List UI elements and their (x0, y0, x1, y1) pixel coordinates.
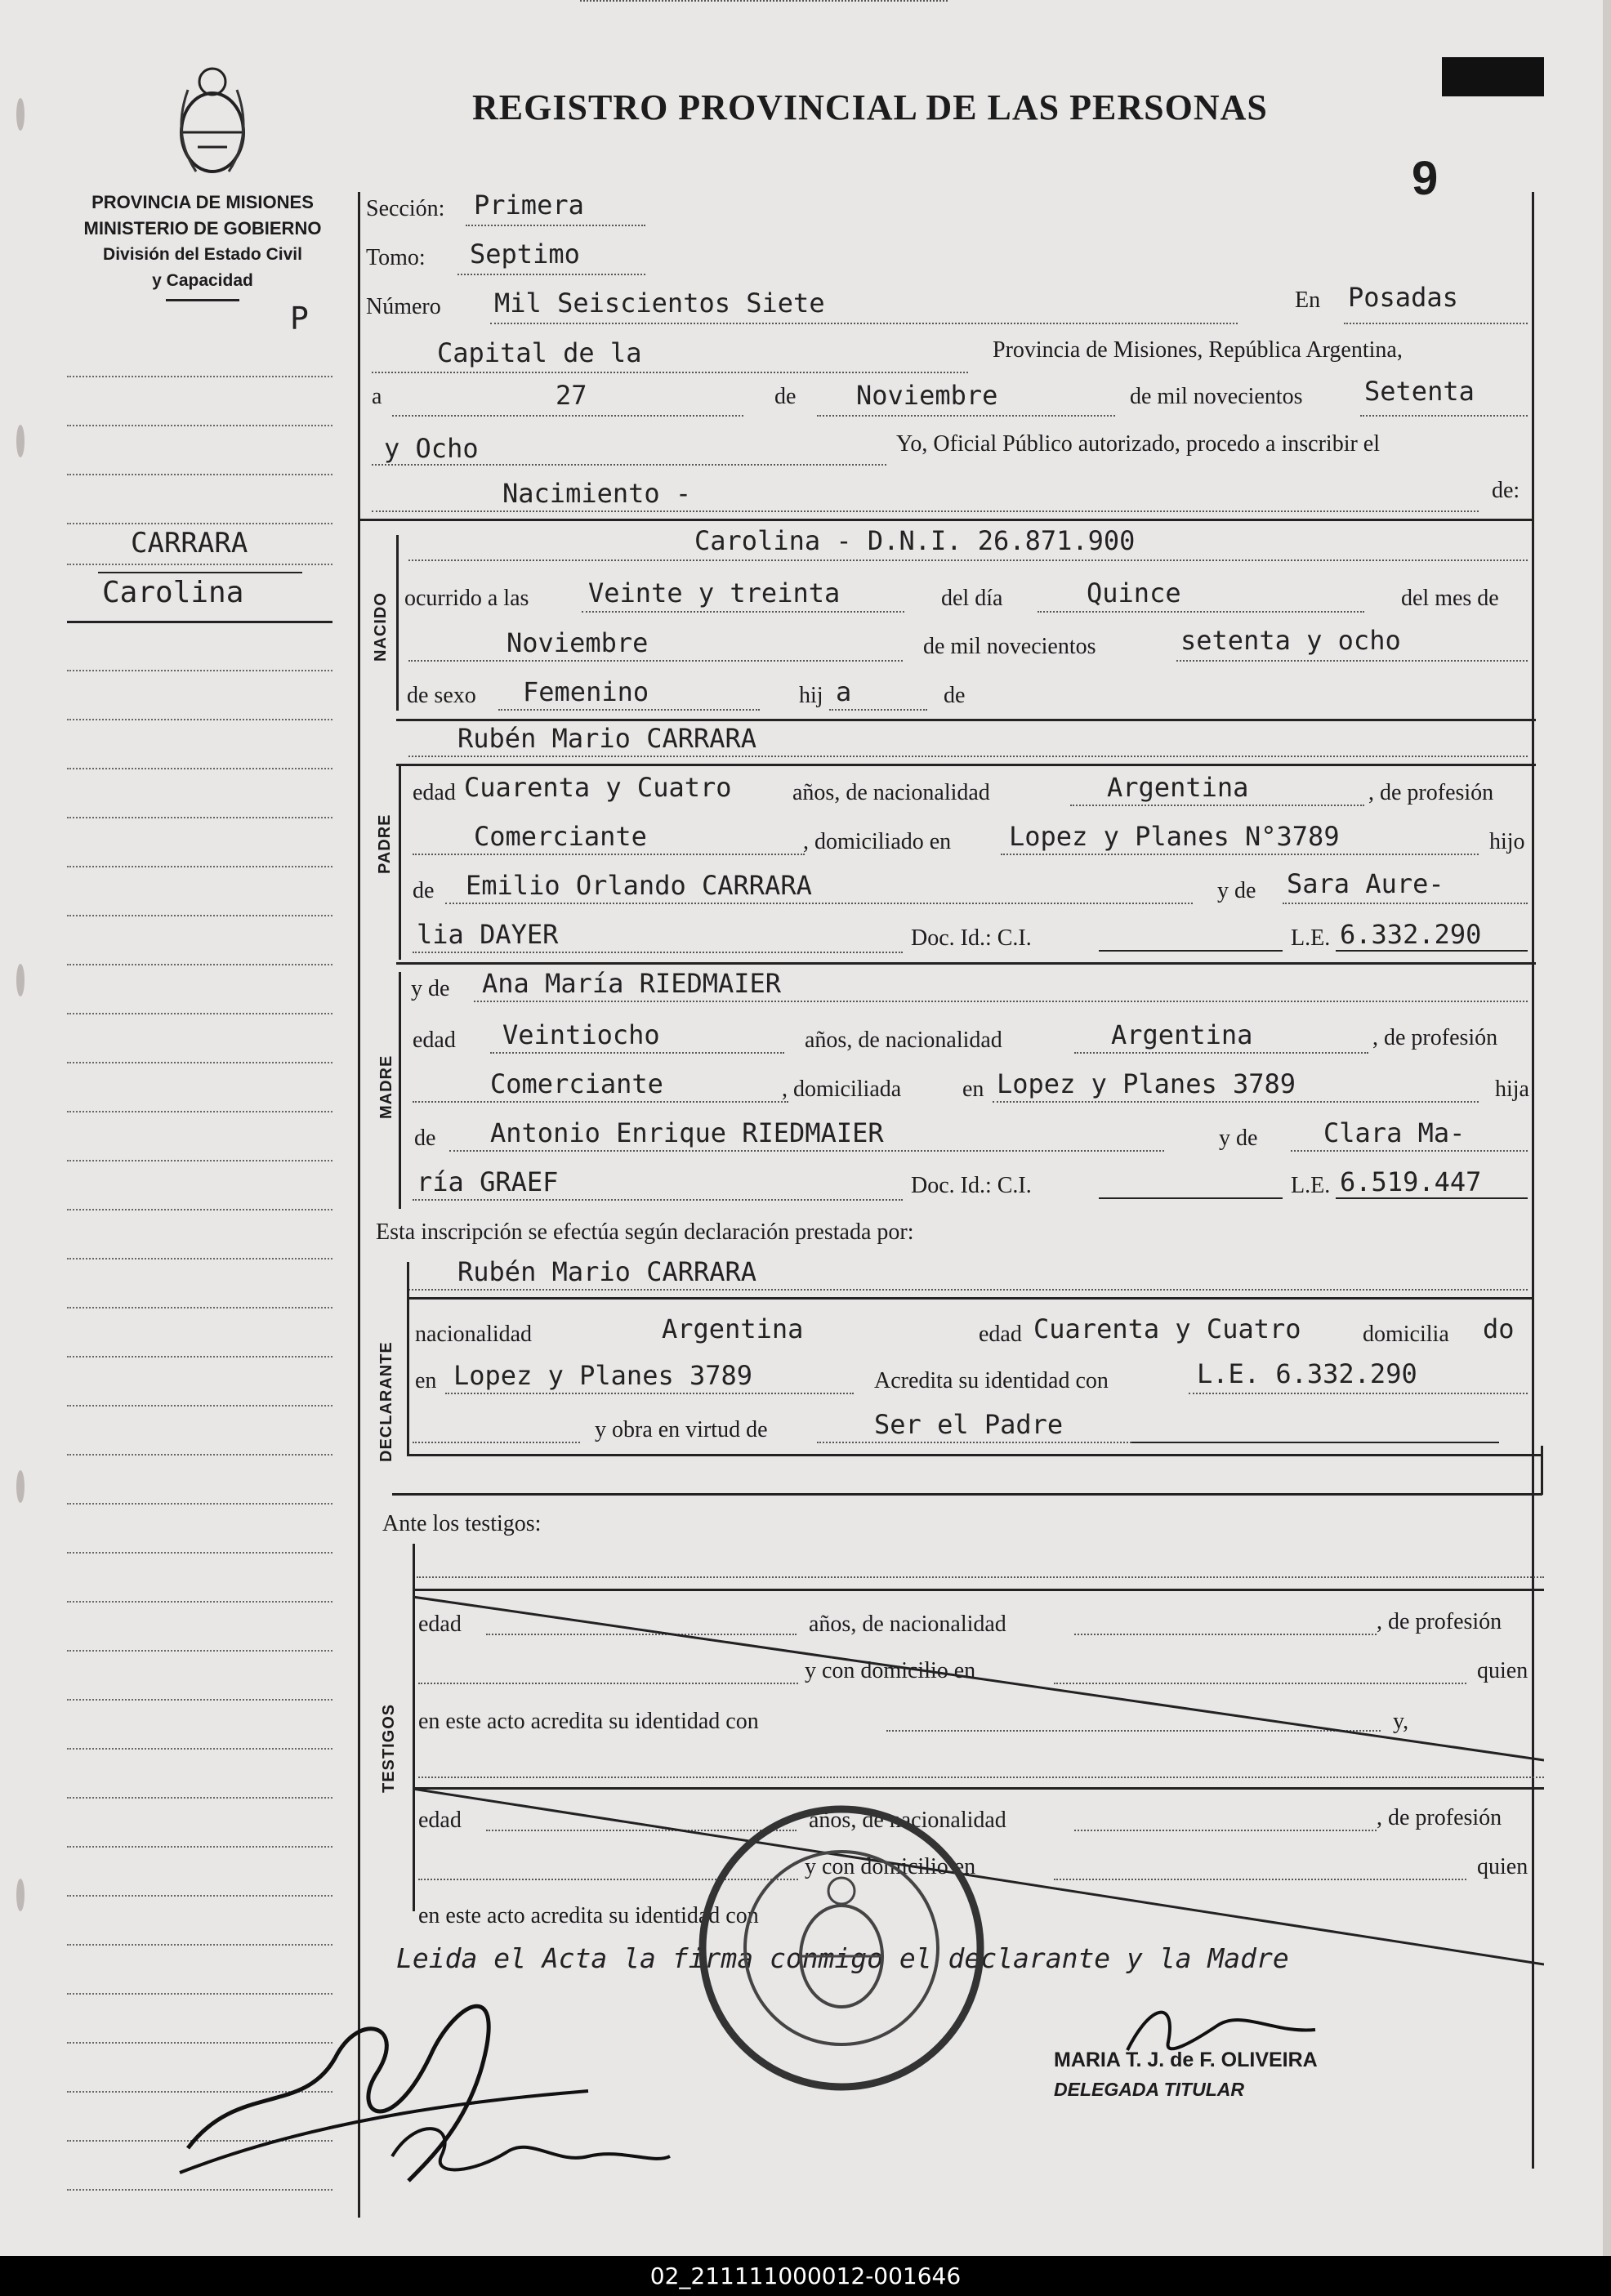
madre-le-label: L.E. (1291, 1173, 1331, 1198)
del-dia-label: del día (941, 586, 1003, 611)
madre-dom-value: Lopez y Planes 3789 (997, 1068, 1296, 1099)
testigo2-dom-label: y con domicilio en (805, 1854, 976, 1879)
official-name: MARIA T. J. de F. OLIVEIRA (1054, 2049, 1318, 2071)
org-province: PROVINCIA DE MISIONES (91, 192, 314, 212)
decl-dom-suffix-value: do (1483, 1313, 1515, 1344)
testigo1-quien-label: quien (1477, 1658, 1528, 1683)
ocurrido-label: ocurrido a las (404, 586, 529, 611)
madre-le-value: 6.519.447 (1340, 1166, 1482, 1197)
seccion-value: Primera (474, 189, 584, 221)
padre-dom-value: Lopez y Planes N°3789 (1009, 821, 1340, 852)
padre-docid-label: Doc. Id.: C.I. (911, 925, 1032, 951)
side-label-testigos: TESTIGOS (380, 1703, 398, 1793)
side-label-madre: MADRE (377, 1054, 395, 1119)
padre-le-label: L.E. (1291, 925, 1331, 951)
padre-yde-label: y de (1217, 878, 1256, 903)
de-mil-nac-label: de mil novecientos (923, 634, 1096, 659)
register-title: REGISTRO PROVINCIAL DE LAS PERSONAS (472, 87, 1268, 127)
page-number: 9 (1412, 152, 1439, 205)
decl-nombre-value: Rubén Mario CARRARA (457, 1256, 757, 1287)
en-label: En (1295, 288, 1321, 313)
official-stamp-icon (694, 1801, 988, 2095)
inscripcion-label: Esta inscripción se efectúa según declaración prestada por: (376, 1219, 914, 1245)
decl-virtud-value: Ser el Padre (874, 1409, 1064, 1440)
decl-en-label: en (415, 1368, 437, 1393)
frame-divider (358, 192, 360, 2218)
padre-edad-value: Cuarenta y Cuatro (464, 772, 732, 803)
testigo1-prof-label: , de profesión (1377, 1609, 1502, 1634)
madre-yde-2-label: y de (1219, 1126, 1258, 1151)
madre-edad-value: Veintiocho (502, 1019, 660, 1050)
hora-value: Veinte y treinta (588, 577, 841, 609)
decl-edad-label: edad (979, 1322, 1022, 1347)
decl-acredita-label: Acredita su identidad con (874, 1368, 1109, 1393)
org-division: División del Estado Civil (103, 245, 302, 264)
padre-de-label: de (413, 878, 435, 903)
capital-value: Capital de la (437, 337, 642, 368)
hij-label: hij (799, 683, 823, 708)
numero-label: Número (366, 294, 441, 319)
side-label-padre: PADRE (376, 814, 394, 874)
testigo2-acredita-label: en este acto acredita su identidad con (418, 1903, 759, 1928)
madre-nombre-value: Ana María RIEDMAIER (482, 968, 782, 999)
provincia-label: Provincia de Misiones, República Argentina, (993, 337, 1403, 363)
madre-prof-label: , de profesión (1372, 1025, 1498, 1050)
issuing-authority (64, 189, 341, 301)
oficial-label: Yo, Oficial Público autorizado, procedo a inscribir el (896, 431, 1381, 457)
padre-hijo-label: hijo (1489, 829, 1525, 854)
decl-nac-value: Argentina (662, 1313, 804, 1344)
a-label: a (372, 384, 382, 409)
testigo1-anos-label: años, de nacionalidad (809, 1612, 1006, 1637)
de-label: de (774, 384, 797, 409)
sexo-value: Femenino (523, 676, 649, 707)
child-name-value: Carolina - D.N.I. 26.871.900 (694, 525, 1136, 556)
redaction-block (1442, 57, 1544, 96)
mes-value: Noviembre (856, 380, 998, 411)
org-capacity: y Capacidad (152, 271, 253, 290)
de-colon-label: de: (1492, 478, 1520, 503)
padre-madre-value-1: Sara Aure- (1287, 868, 1444, 899)
padre-nombre-value: Rubén Mario CARRARA (457, 723, 757, 754)
side-label-declarante: DECLARANTE (377, 1341, 395, 1462)
decl-edad-value: Cuarenta y Cuatro (1033, 1313, 1301, 1344)
dia-nac-value: Quince (1087, 577, 1181, 609)
madre-en-label: en (962, 1077, 984, 1102)
acto-value: Nacimiento - (502, 478, 692, 509)
mes-nac-value: Noviembre (507, 627, 649, 658)
madre-dom-label: , domiciliada (782, 1077, 902, 1102)
testigo1-acredita-label: en este acto acredita su identidad con (418, 1709, 759, 1734)
coat-of-arms-icon (163, 57, 261, 180)
de-hijo-label: de (944, 683, 966, 708)
padre-prof-value: Comerciante (474, 821, 647, 852)
dia-value: 27 (556, 380, 587, 411)
tomo-label: Tomo: (366, 245, 426, 270)
testigo1-edad-label: edad (418, 1612, 462, 1637)
madre-prof-value: Comerciante (490, 1068, 663, 1099)
tomo-value: Septimo (470, 239, 580, 270)
madre-yde-label: y de (411, 976, 450, 1001)
madre-madre-value-1: Clara Ma- (1323, 1117, 1466, 1148)
margin-surname: CARRARA (131, 527, 248, 560)
anio-value-2: y Ocho (384, 433, 479, 464)
del-mes-label: del mes de (1401, 586, 1499, 611)
org-ministry: MINISTERIO DE GOBIERNO (83, 218, 322, 239)
binding-hole (16, 425, 25, 457)
margin-mark: P (290, 301, 309, 337)
official-title: DELEGADA TITULAR (1054, 2079, 1244, 2100)
madre-padre-value: Antonio Enrique RIEDMAIER (490, 1117, 884, 1148)
madre-nac-value: Argentina (1111, 1019, 1253, 1050)
hij-suffix-value: a (836, 676, 852, 707)
anio-nac-value: setenta y ocho (1180, 625, 1401, 656)
numero-value: Mil Seiscientos Siete (494, 288, 825, 319)
declarant-signature (163, 1952, 735, 2197)
madre-docid-label: Doc. Id.: C.I. (911, 1173, 1032, 1198)
testigo1-dom-label: y con domicilio en (805, 1658, 976, 1683)
de-mil-label: de mil novecientos (1130, 384, 1303, 409)
seccion-label: Sección: (366, 196, 445, 221)
decl-nac-label: nacionalidad (415, 1322, 533, 1347)
padre-nac-value: Argentina (1107, 772, 1249, 803)
margin-given-name: Carolina (102, 576, 244, 609)
padre-padre-value: Emilio Orlando CARRARA (466, 870, 812, 901)
sexo-label: de sexo (407, 683, 476, 708)
testigo2-edad-label: edad (418, 1808, 462, 1833)
padre-dom-label: , domiciliado en (803, 829, 952, 854)
padre-prof-label: , de profesión (1368, 780, 1494, 805)
madre-hija-label: hija (1495, 1077, 1529, 1102)
testigo2-anos-label: años, de nacionalidad (809, 1808, 1006, 1833)
side-label-nacido: NACIDO (372, 592, 390, 662)
decl-dom-value: Lopez y Planes 3789 (453, 1360, 753, 1391)
padre-le-value: 6.332.290 (1340, 919, 1482, 950)
decl-domicilia-label: domicilia (1363, 1322, 1449, 1347)
padre-edad-label: edad (413, 780, 456, 805)
binding-hole (16, 1470, 25, 1503)
madre-madre-value-2: ría GRAEF (417, 1166, 559, 1197)
testigo2-quien-label: quien (1477, 1854, 1528, 1879)
binding-hole (16, 1879, 25, 1911)
madre-de-label: de (414, 1126, 436, 1151)
closing-statement: Leida el Acta la firma conmigo el declarante y la Madre (396, 1942, 1289, 1974)
city-value: Posadas (1348, 282, 1458, 313)
madre-edad-label: edad (413, 1028, 456, 1053)
decl-id-value: L.E. 6.332.290 (1197, 1358, 1417, 1389)
testigo1-y-label: y, (1393, 1709, 1409, 1734)
testigos-label: Ante los testigos: (382, 1511, 542, 1536)
binding-hole (16, 964, 25, 996)
padre-anos-label: años, de nacionalidad (792, 780, 990, 805)
decl-obra-label: y obra en virtud de (595, 1417, 768, 1442)
madre-anos-label: años, de nacionalidad (805, 1028, 1002, 1053)
padre-madre-value-2: lia DAYER (417, 919, 559, 950)
testigo2-prof-label: , de profesión (1377, 1805, 1502, 1830)
anio-value-1: Setenta (1364, 376, 1475, 407)
binding-hole (16, 98, 25, 131)
document-id-footer: 02_211111000012-001646 (0, 2256, 1611, 2296)
